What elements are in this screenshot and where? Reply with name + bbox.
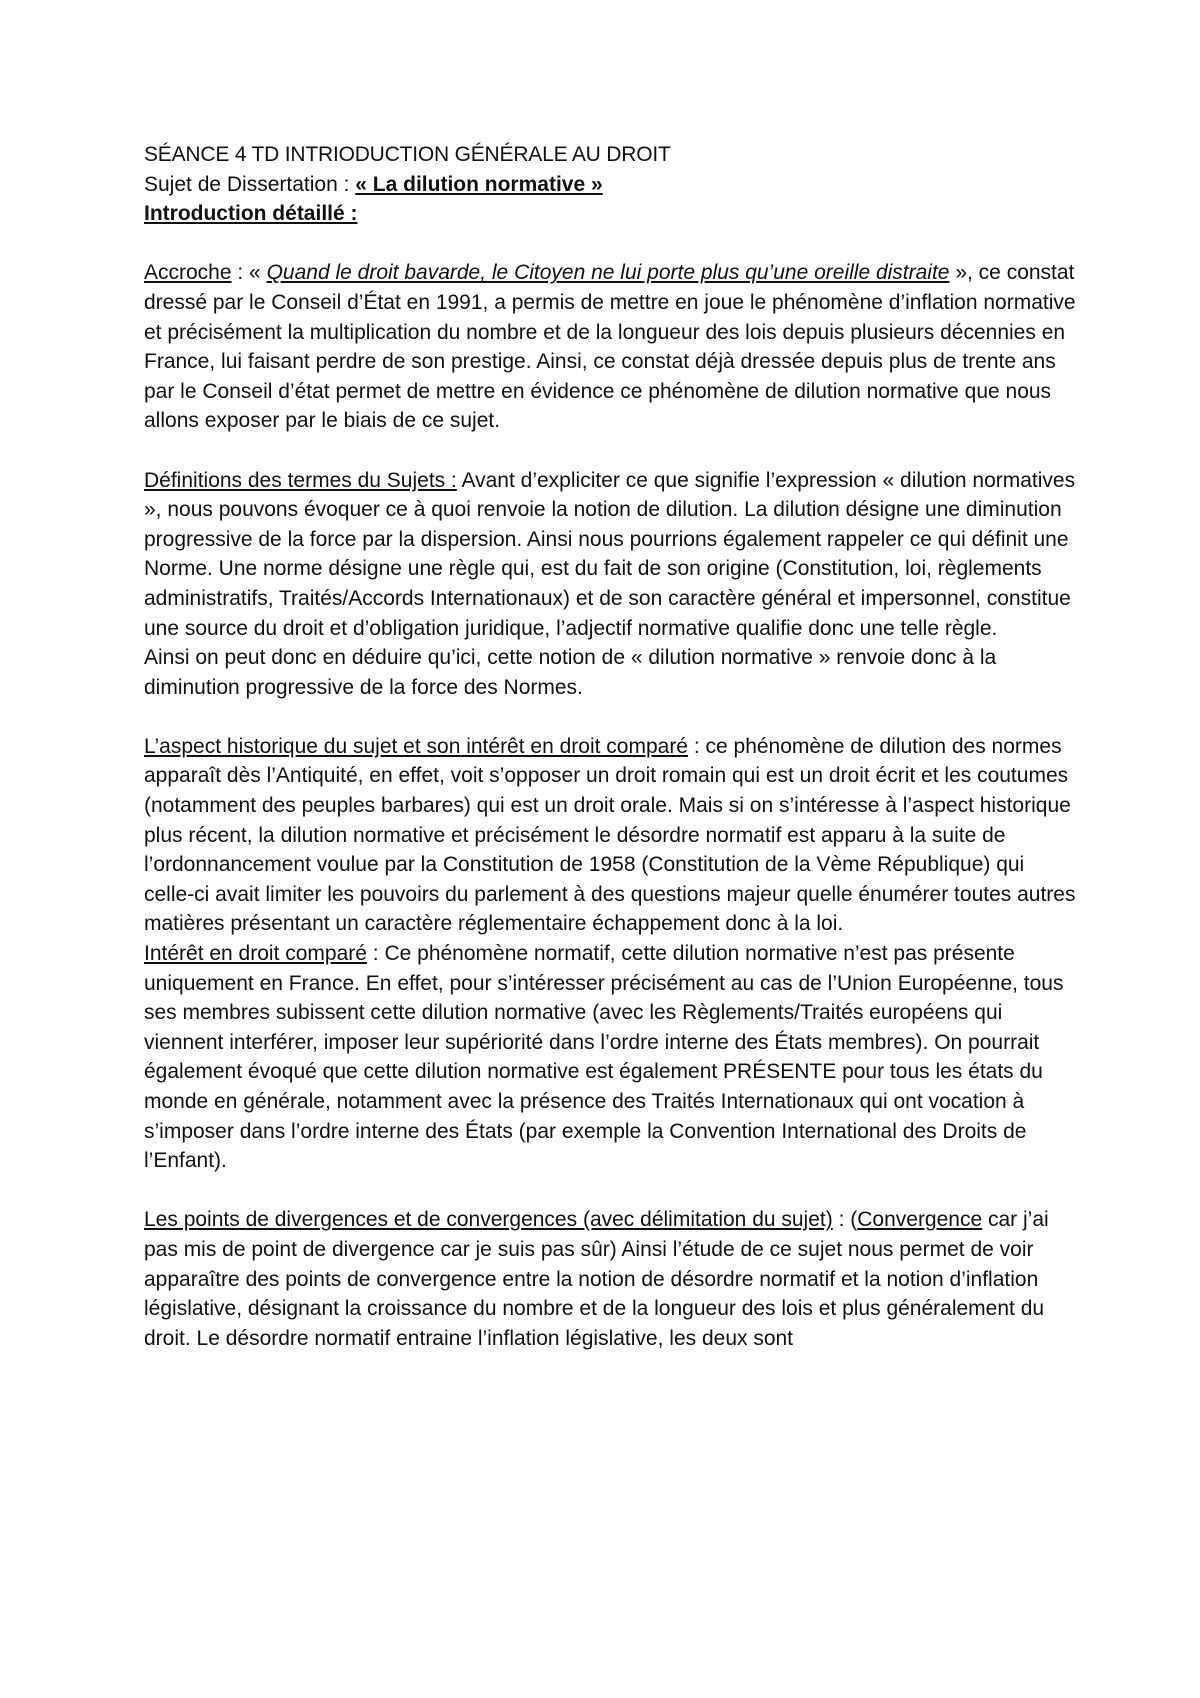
spacer <box>144 436 1076 466</box>
historique-paragraph <box>144 732 1076 939</box>
definitions-label: Définitions des termes du Sujets : <box>144 468 457 492</box>
points-convergence-label: Convergence <box>857 1208 983 1232</box>
interet-text: : Ce phénomène normatif, cette dilution normative n’est pas présente uniquement en France. En effet, pour s’intéresser précisément au cas de l’Union Européenne, tous ses membres subissent cette dilution normative (avec les Règlements/Traités européens qui viennent interférer, imposer leur supériorité dans l’ordre interne des États membres). On pourrait également évoqué que cette dilution normative est également PRÉSENTE pour tous les états du monde en générale, notamment avec la présence des Traités Internationaux qui ont vocation à s’imposer dans l’ordre interne des États (par exemple la Convention International des Droits de l’Enfant). <box>144 942 1064 1173</box>
document-title: SÉANCE 4 TD INTRIODUCTION GÉNÉRALE AU DROIT <box>144 143 671 166</box>
introduction-heading: Introduction détaillé : <box>144 202 358 226</box>
definitions-text: Avant d’expliciter ce que signifie l’expression « dilution normatives », nous pouvons évoquer ce à quoi renvoie la notion de dilution. La dilution désigne une diminution progressive de la force par la dispersion. Ainsi nous pourrions également rappeler ce qui définit une Norme. Une norme désigne une règle qui, est du fait de son origine (Constitution, loi, règlements administratifs, Traités/Accords Internationaux) et de son caractère général et impersonnel, constitue une source du droit et d’obligation juridique, l’adjectif normative qualifie donc une telle règle. <box>144 468 1076 640</box>
accroche-paragraph <box>144 258 1076 436</box>
interet-label: Intérêt en droit comparé <box>144 942 367 966</box>
points-paragraph <box>144 1205 1076 1353</box>
accroche-quote: Quand le droit bavarde, le Citoyen ne lui porte plus qu’une oreille distraite <box>266 261 950 285</box>
accroche-text: », ce constat dressé par le Conseil d’État en 1991, a permis de mettre en joue le phénomène d’inflation normative et précisément la multiplication du nombre et de la longueur des lois depuis plusieurs décennies en France, lui faisant perdre de son prestige. Ainsi, ce constat déjà dressée depuis plus de trente ans par le Conseil d’état permet de mettre en évidence ce phénomène de dilution normative que nous allons exposer par le biais de ce sujet. <box>144 261 1076 433</box>
document-page <box>144 140 1076 1353</box>
spacer <box>144 1176 1076 1206</box>
points-separator: : ( <box>832 1208 858 1232</box>
accroche-label: Accroche <box>144 261 232 285</box>
dissertation-subject <box>144 170 1076 200</box>
definitions-conclusion: Ainsi on peut donc en déduire qu’ici, cette notion de « dilution normative » renvoie donc à la diminution progressive de la force des Normes. <box>144 646 997 699</box>
accroche-separator: : « <box>231 261 267 285</box>
subject-value: « La dilution normative » <box>355 172 603 196</box>
interet-paragraph <box>144 939 1076 1176</box>
definitions-paragraph <box>144 466 1076 644</box>
subject-label: Sujet de Dissertation : <box>144 172 356 196</box>
historique-label: L’aspect historique du sujet et son intérêt en droit comparé <box>144 734 688 758</box>
points-label: Les points de divergences et de convergences (avec délimitation du sujet) <box>144 1208 833 1232</box>
spacer <box>144 702 1076 732</box>
points-text: car j’ai pas mis de point de divergence car je suis pas sûr) Ainsi l’étude de ce sujet nous permet de voir apparaître des points de convergence entre la notion de désordre normatif et la notion d’inflation législative, désignant la croissance du nombre et de la longueur des lois et plus généralement du droit. Le désordre normatif entraine l’inflation législative, les deux sont <box>144 1208 1049 1350</box>
historique-text: : ce phénomène de dilution des normes apparaît dès l’Antiquité, en effet, voit s’opposer un droit romain qui est un droit écrit et les coutumes (notamment des peuples barbares) qui est un droit orale. Mais si on s’intéresse à l’aspect historique plus récent, la dilution normative et précisément le désordre normatif est apparu à la suite de l’ordonnancement voulue par la Constitution de 1958 (Constitution de la Vème République) qui celle-ci avait limiter les pouvoirs du parlement à des questions majeur quelle énumérer toutes autres matières présentant un caractère réglementaire échappement donc à la loi. <box>144 734 1076 936</box>
spacer <box>144 229 1076 259</box>
